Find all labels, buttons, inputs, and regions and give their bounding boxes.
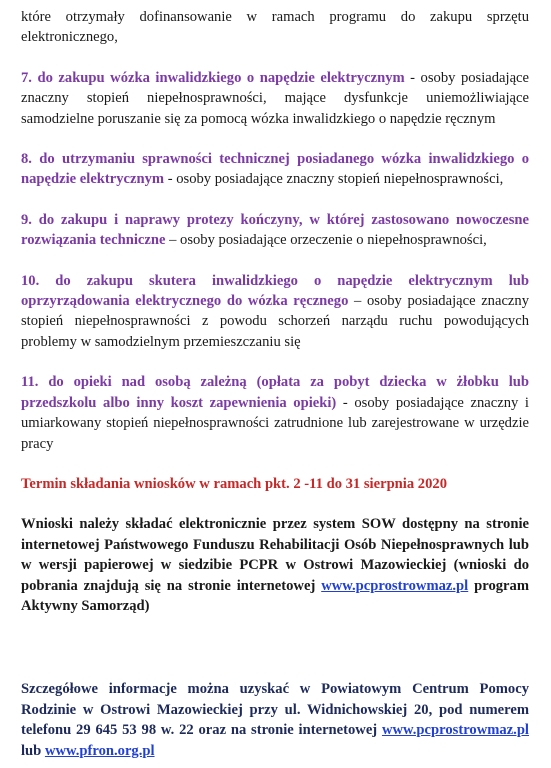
- document-page: [21, 7, 529, 761]
- submission-paragraph: [21, 514, 529, 616]
- item-description: – osoby posiadające orzeczenie o niepełnosprawności,: [165, 232, 487, 249]
- item-title: do zakupu wózka inwalidzkiego o napędzie elektrycznym: [37, 69, 405, 86]
- item-description: - osoby posiadające znaczny stopień niepełnosprawności, mające dysfunkcje uniemożliwiające samodzielne poruszanie się za pomocą wózka inwalidzkiego o napędzie ręcznym: [21, 69, 530, 127]
- item-9: [21, 210, 529, 251]
- item-10: [21, 271, 529, 353]
- pcpr-website-link[interactable]: www.pcprostrowmaz.pl: [321, 577, 469, 594]
- item-title: do zakupu i naprawy protezy kończyny, w której zastosowano nowoczesne rozwiązania techniczne: [21, 211, 529, 249]
- item-description: - osoby posiadające znaczny i umiarkowany stopień niepełnosprawności zatrudnione lub zarejestrowane w urzędzie pracy: [21, 394, 529, 452]
- submission-text: Wnioski należy składać elektronicznie przez system SOW dostępny na stronie internetowej Państwowego Funduszu Rehabilitacji Osób Niepełnosprawnych lub w wersji papierowej w siedzibie PCPR w Ostrowi Mazowieckiej (wnioski do pobrania znajdują się na stronie internetowej: [21, 516, 529, 594]
- contact-info-text: Szczegółowe informacje można uzyskać w Powiatowym Centrum Pomocy Rodzinie w Ostrowi Mazowieckiej przy ul. Widnichowskiej 20, pod numerem telefonu 29 645 53 98 w. 22 oraz na stronie internetowej: [21, 681, 529, 739]
- item-number: 11.: [21, 374, 39, 391]
- contact-info-paragraph: [21, 679, 529, 761]
- submission-after: program Aktywny Samorząd): [21, 577, 529, 614]
- deadline-notice: Termin składania wniosków w ramach pkt. 2 -11 do 31 sierpnia 2020: [21, 475, 447, 492]
- item-description: - osoby posiadające znaczny stopień niepełnosprawności,: [164, 171, 504, 188]
- item-title: do utrzymaniu sprawności technicznej posiadanego wózka inwalidzkiego o napędzie elektrycznym: [21, 151, 530, 188]
- item-title: do zakupu skutera inwalidzkiego o napędzie elektrycznym lub oprzyrządowania elektrycznego do wózka ręcznego: [21, 272, 529, 310]
- item-number: 8.: [21, 151, 32, 168]
- pfron-website-link[interactable]: www.pfron.org.pl: [44, 742, 155, 759]
- item-11: [21, 372, 529, 454]
- item-title: do opieki nad osobą zależną (opłata za pobyt dziecka w żłobku lub przedszkolu albo inny koszt zapewnienia opieki): [21, 374, 529, 411]
- pcpr-website-link-2[interactable]: www.pcprostrowmaz.pl: [381, 722, 529, 739]
- item-7: [21, 68, 529, 129]
- item-number: 9.: [21, 211, 32, 228]
- item-8: [21, 149, 529, 190]
- item-number: 10.: [21, 272, 40, 289]
- item-description: – osoby posiadające znaczny stopień niepełnosprawności z powodu schorzeń narządu ruchu powodujących problemy w samodzielnym przemieszczaniu się: [21, 293, 529, 350]
- continuation-paragraph: które otrzymały dofinansowanie w ramach programu do zakupu sprzętu elektronicznego,: [21, 9, 529, 46]
- item-number: 7.: [21, 69, 32, 86]
- contact-info-between: lub: [21, 742, 45, 759]
